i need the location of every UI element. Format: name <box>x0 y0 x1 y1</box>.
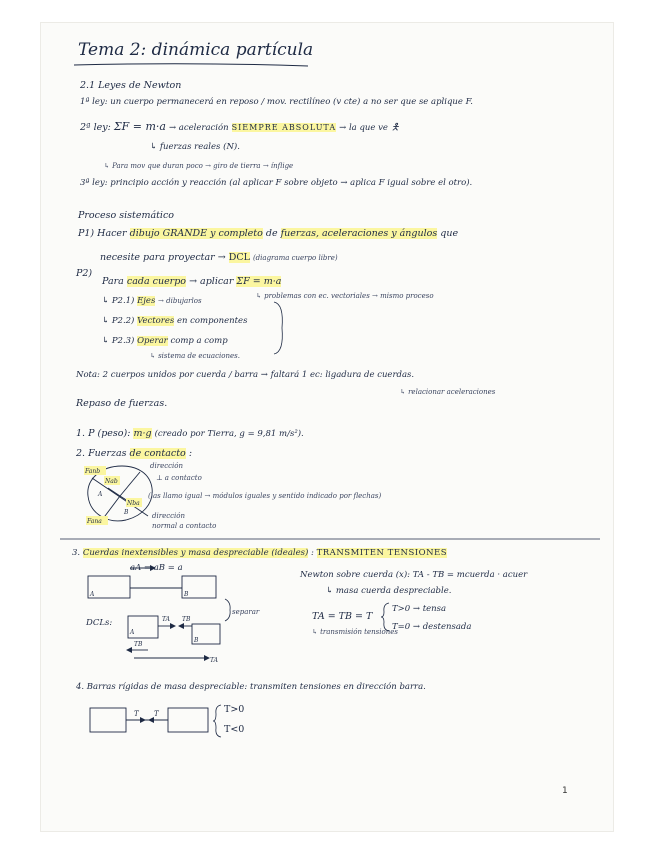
f3-highlight-transmiten: TRANSMITEN TENSIONES <box>316 548 448 558</box>
label-fanb: Fanb <box>85 468 101 475</box>
ley2-formula: ΣF = m·a <box>113 120 166 133</box>
label-nab: Nab <box>105 478 118 485</box>
bar-diagram <box>88 704 218 736</box>
ta-arrow-label: TA <box>210 657 219 664</box>
p21-label: ↳ P2.1) <box>102 296 135 306</box>
box-b-label: B <box>184 591 189 598</box>
ley2-sub: ↳ fuerzas reales (N). <box>150 142 240 152</box>
label-body-a: A <box>98 491 103 498</box>
f3-case2: T=0 → destensada <box>392 622 472 632</box>
nota-sub: ↳ relacionar aceleraciones <box>400 388 496 396</box>
label-body-b: B <box>124 509 129 516</box>
p1-que: que <box>440 228 459 239</box>
f3-dcls: DCLs: <box>86 618 113 628</box>
f1-highlight: m·g <box>133 428 152 439</box>
f1-text: (creado por Tierra, g = 9,81 m/s²). <box>154 429 304 439</box>
p23-label: ↳ P2.3) <box>102 336 135 346</box>
f3-eq: TA = TB = T <box>312 611 373 622</box>
ley2-ve: → la que ve <box>339 123 388 133</box>
p2-brace <box>272 300 286 356</box>
dcl-ta-label: TA <box>162 616 171 623</box>
p21-line <box>102 296 202 306</box>
p2-aplicar: → aplicar <box>189 276 234 287</box>
f2-highlight: de contacto <box>129 448 186 459</box>
title-underline <box>72 62 312 68</box>
p21-highlight: Ejes <box>137 296 156 306</box>
page-number: 1 <box>562 786 568 796</box>
dcl-box-b-label: B <box>194 637 199 644</box>
f1-line <box>76 428 304 439</box>
p22-label: ↳ P2.2) <box>102 316 135 326</box>
f3-separar: separar <box>232 608 260 616</box>
f4-case2: T<0 <box>224 724 245 735</box>
contact-mid: (las llamo igual → módulos iguales y sentido indicado por flechas) <box>148 492 382 500</box>
p1-highlight-fuerzas: fuerzas, aceleraciones y ángulos <box>280 228 438 239</box>
proceso-title: Proceso sistemático <box>78 210 175 221</box>
f2-colon: : <box>188 448 193 459</box>
p22-text: en componentes <box>176 316 248 326</box>
f3-label: 3. <box>72 548 81 558</box>
contact-dir4: normal a contacto <box>152 522 217 530</box>
section-leyes: 2.1 Leyes de Newton <box>80 80 182 91</box>
f3-newton: Newton sobre cuerda (x): TA - TB = mcuerda · acuer <box>300 570 528 580</box>
nota-text: Nota: 2 cuerpos unidos por cuerda / barra → faltará 1 ec: ligadura de cuerdas. <box>76 370 415 380</box>
f3-accel: aA = aB = a <box>130 563 183 573</box>
repaso-title: Repaso de fuerzas. <box>76 398 168 409</box>
p2-label: P2) <box>76 268 93 279</box>
p23-sub: ↳ sistema de ecuaciones. <box>150 352 240 360</box>
f1-label: 1. P (peso): <box>76 428 131 439</box>
p1-de: de <box>265 228 278 239</box>
f3-line <box>72 548 447 558</box>
f3-newton-sub: ↳ masa cuerda despreciable. <box>326 586 452 596</box>
tb-arrow-label: TB <box>134 641 143 648</box>
p22-highlight: Vectores <box>137 316 175 326</box>
ley2-line <box>80 120 399 136</box>
ley2-highlight: SIEMPRE ABSOLUTA <box>231 123 337 132</box>
ley2-note: ↳ Para mov que duran poco → giro de tierra → ínflige <box>104 162 294 170</box>
p1-proyectar: necesite para proyectar → <box>100 252 226 263</box>
f3-highlight-cuerdas: Cuerdas inextensibles y masa despreciable (ideales) <box>82 548 309 558</box>
ley2-acc: → aceleración <box>168 123 229 133</box>
f3-case1: T>0 → tensa <box>392 604 447 614</box>
ley2-label: 2ª ley: <box>80 122 111 133</box>
p1-line1 <box>78 228 458 239</box>
separar-brace <box>224 598 232 622</box>
box-a-label: A <box>90 591 95 598</box>
p21-text: → dibujarlos <box>158 297 202 305</box>
bar-t-left: T <box>134 710 139 718</box>
bar-t-right: T <box>154 710 159 718</box>
f4-text: 4. Barras rígidas de masa despreciable: transmiten tensiones en dirección barra. <box>76 682 426 692</box>
f2-label: 2. Fuerzas <box>76 448 127 459</box>
contact-dir: dirección <box>150 462 184 470</box>
contact-dir3: dirección <box>152 512 186 520</box>
p1-line2 <box>100 252 338 263</box>
p1-dcl-note: (diagrama cuerpo libre) <box>252 254 338 262</box>
ley1-text: 1ª ley: un cuerpo permanecerá en reposo / mov. rectilíneo (v cte) a no ser que se aplique F. <box>80 97 473 107</box>
f2-line <box>76 448 192 459</box>
ley3-text: 3ª ley: principio acción y reacción (al aplicar F sobre objeto → aplica F igual sobre el otro). <box>80 178 473 188</box>
f3-colon: : <box>311 548 314 558</box>
p23-line <box>102 336 228 346</box>
bar-brace <box>212 704 222 738</box>
f3-eq-sub: ↳ transmisión tensiones <box>312 628 398 636</box>
p1-highlight-dibujo: dibujo GRANDE y completo <box>129 228 263 239</box>
p2-note: ↳ problemas con ec. vectoriales → mismo proceso <box>256 292 434 300</box>
divider-line <box>60 537 600 541</box>
label-fana: Fana <box>87 518 102 525</box>
dcl-box-a-label: A <box>130 629 135 636</box>
p2-formula: ΣF = m·a <box>236 276 282 287</box>
p2-highlight-cuerpo: cada cuerpo <box>126 276 187 287</box>
contact-dir2: ⊥ a contacto <box>156 474 202 482</box>
dcl-tb-label: TB <box>182 616 191 623</box>
f4-case1: T>0 <box>224 704 245 715</box>
p2-para: Para <box>102 276 124 287</box>
p1-highlight-dcl: DCL <box>228 252 250 263</box>
p23-highlight: Operar <box>137 336 168 346</box>
p2-line <box>102 276 281 287</box>
p23-text: comp a comp <box>170 336 228 346</box>
page-title: Tema 2: dinámica partícula <box>78 40 314 60</box>
p22-line <box>102 316 247 326</box>
cases-brace <box>380 602 390 632</box>
label-nba: Nba <box>127 500 140 507</box>
p1-label: P1) Hacer <box>78 228 127 239</box>
observer-glyph: 🯅 <box>390 122 400 133</box>
